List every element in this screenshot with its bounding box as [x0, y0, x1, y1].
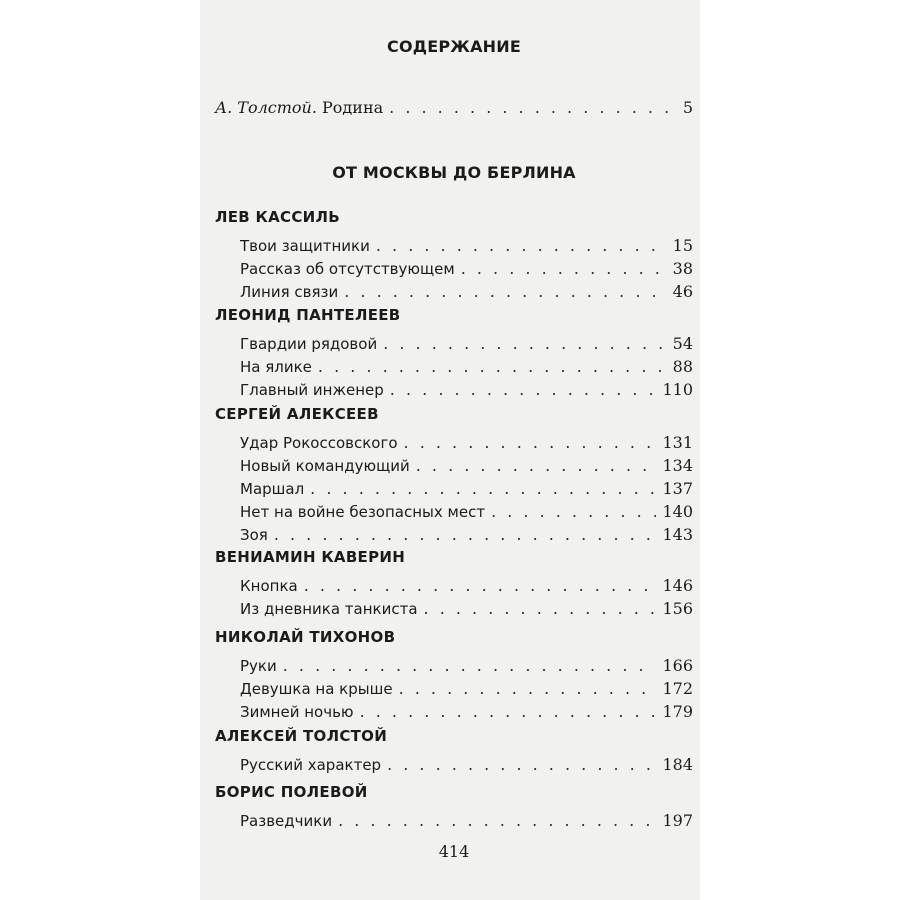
leader-dots — [416, 456, 657, 475]
page-number: 137 — [662, 479, 693, 498]
page-number: 38 — [672, 259, 693, 278]
entry-title: Главный инженер — [240, 381, 384, 399]
entry-title: На ялике — [240, 358, 312, 376]
entry-title: Русский характер — [240, 756, 382, 774]
section-title: ОТ МОСКВЫ ДО БЕРЛИНА — [332, 163, 576, 182]
page-number: 110 — [662, 380, 693, 399]
page-number: 166 — [662, 656, 693, 675]
page-number: 15 — [672, 236, 693, 255]
toc-entry — [240, 679, 693, 701]
entry-title: Кнопка — [240, 577, 298, 595]
page-number: 140 — [662, 502, 693, 521]
page-number: 184 — [662, 755, 693, 774]
toc-entry — [240, 755, 693, 777]
leader-dots — [383, 334, 666, 353]
toc-entry — [240, 380, 693, 402]
leader-dots — [404, 433, 657, 452]
intro-title: Родина — [322, 98, 384, 117]
toc-entry — [240, 702, 693, 724]
page-number: 156 — [662, 599, 693, 618]
leader-dots — [344, 282, 666, 301]
entry-title: Твои защитники — [240, 237, 370, 255]
page-number: 5 — [682, 98, 693, 117]
entry-title: Девушка на крыше — [240, 680, 393, 698]
page-number: 54 — [672, 334, 693, 353]
entry-title: Рассказ об отсутствующем — [240, 260, 455, 278]
toc-entry — [240, 433, 693, 455]
toc-entry — [240, 259, 693, 281]
page-number: 179 — [662, 702, 693, 721]
leader-dots — [399, 679, 657, 698]
author-name: БОРИС ПОЛЕВОЙ — [215, 783, 368, 801]
toc-entry — [240, 599, 693, 621]
page-number: 88 — [672, 357, 693, 376]
entry-title: Линия связи — [240, 283, 339, 301]
author-name: ВЕНИАМИН КАВЕРИН — [215, 548, 406, 566]
author-name: ЛЕВ КАССИЛЬ — [215, 208, 340, 226]
author-name: СЕРГЕЙ АЛЕКСЕЕВ — [215, 405, 379, 423]
leader-dots — [491, 502, 656, 521]
leader-dots — [376, 236, 667, 255]
author-name: АЛЕКСЕЙ ТОЛСТОЙ — [215, 727, 388, 745]
toc-entry — [240, 479, 693, 501]
page-number: 46 — [672, 282, 693, 301]
entry-title: Руки — [240, 657, 277, 675]
toc-entry — [240, 811, 693, 833]
leader-dots — [283, 656, 657, 675]
page-number: 197 — [662, 811, 693, 830]
entry-title: Гвардии рядовой — [240, 335, 378, 353]
entry-title: Маршал — [240, 480, 305, 498]
contents-title: СОДЕРЖАНИЕ — [387, 37, 521, 56]
entry-title: Разведчики — [240, 812, 333, 830]
toc-entry — [240, 502, 693, 524]
page-number: 172 — [662, 679, 693, 698]
toc-entry — [240, 656, 693, 678]
leader-dots — [360, 702, 657, 721]
entry-title: Зимней ночью — [240, 703, 354, 721]
leader-dots — [310, 479, 656, 498]
leader-dots — [390, 380, 657, 399]
toc-entry — [240, 334, 693, 356]
toc-entry — [240, 576, 693, 598]
entry-title: Из дневника танкиста — [240, 600, 418, 618]
page-number: 134 — [662, 456, 693, 475]
leader-dots — [304, 576, 657, 595]
page-number: 143 — [662, 525, 693, 544]
entry-title: Новый командующий — [240, 457, 410, 475]
entry-title: Нет на войне безопасных мест — [240, 503, 486, 521]
leader-dots — [387, 755, 656, 774]
folio-page-number: 414 — [438, 842, 470, 861]
entry-title: Зоя — [240, 526, 268, 544]
leader-dots — [274, 525, 657, 544]
toc-entry — [240, 236, 693, 258]
leader-dots — [389, 98, 677, 117]
leader-dots — [461, 259, 667, 278]
toc-entry — [240, 357, 693, 379]
author-name: ЛЕОНИД ПАНТЕЛЕЕВ — [215, 306, 401, 324]
toc-entry — [240, 456, 693, 478]
page-number: 146 — [662, 576, 693, 595]
toc-entry — [240, 525, 693, 547]
page-number: 131 — [662, 433, 693, 452]
leader-dots — [338, 811, 656, 830]
leader-dots — [424, 599, 657, 618]
toc-entry-intro — [215, 98, 693, 120]
toc-entry — [240, 282, 693, 304]
intro-author: А. Толстой. — [215, 98, 317, 117]
leader-dots — [318, 357, 667, 376]
entry-title: Удар Рокоссовского — [240, 434, 398, 452]
author-name: НИКОЛАЙ ТИХОНОВ — [215, 628, 396, 646]
